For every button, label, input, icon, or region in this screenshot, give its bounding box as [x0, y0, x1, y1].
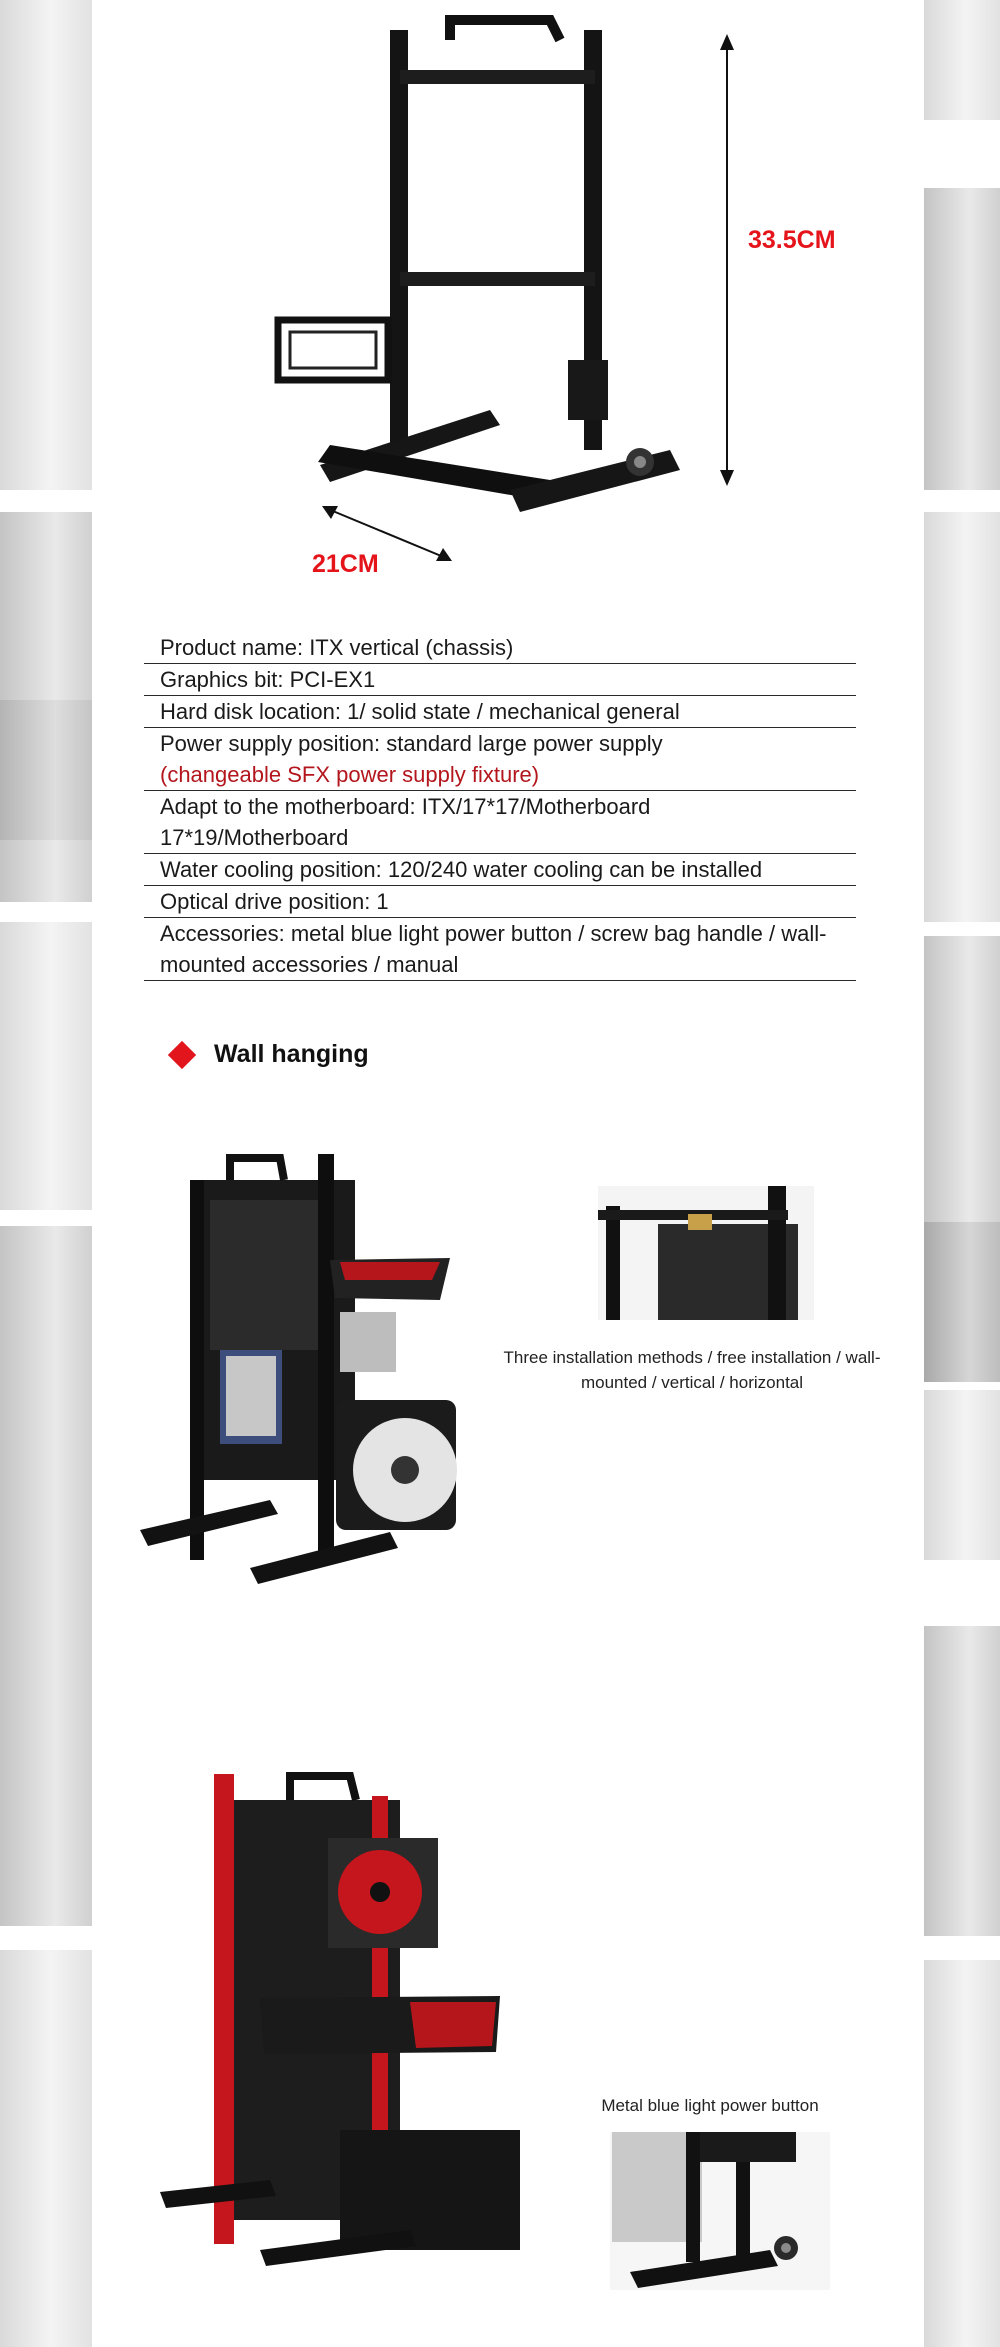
height-dimension-label: 33.5CM [748, 226, 836, 254]
spec-row-graphics: Graphics bit: PCI-EX1 [144, 664, 856, 696]
power-button-caption: Metal blue light power button [601, 2096, 819, 2115]
power-supply-note: (changeable SFX power supply fixture) [160, 762, 540, 787]
section-title: Wall hanging [214, 1040, 369, 1068]
power-button-detail-illustration [610, 2132, 830, 2290]
spec-row-hard-disk: Hard disk location: 1/ solid state / mechanical general [144, 696, 856, 728]
frame-detail-photo [598, 1186, 814, 1320]
dimension-arrows [0, 0, 1000, 600]
diamond-bullet-icon [168, 1040, 196, 1068]
spec-row-optical-drive: Optical drive position: 1 [144, 886, 856, 918]
section-header [172, 1040, 369, 1069]
spec-row-motherboard: Adapt to the motherboard: ITX/17*17/Motherboard 17*19/Motherboard [144, 791, 856, 854]
red-chassis-photo [160, 1760, 530, 2280]
assembled-black-chassis-photo [140, 1140, 500, 1620]
spec-table [144, 632, 856, 981]
frame-detail-illustration [598, 1186, 814, 1320]
red-chassis-illustration [160, 1760, 530, 2280]
spec-row-power-supply: Power supply position: standard large power supply (changeable SFX power supply fixture) [144, 728, 856, 791]
installation-methods-caption: Three installation methods / free installation / wall-mounted / vertical / horizontal [503, 1348, 881, 1392]
power-button-detail-photo [610, 2132, 830, 2290]
spec-row-accessories: Accessories: metal blue light power button / screw bag handle / wall-mounted accessories / manual [144, 918, 856, 981]
spec-row-product-name: Product name: ITX vertical (chassis) [144, 632, 856, 664]
spec-row-water-cooling: Water cooling position: 120/240 water cooling can be installed [144, 854, 856, 886]
width-dimension-label: 21CM [312, 550, 379, 578]
assembled-chassis-illustration [140, 1140, 500, 1620]
